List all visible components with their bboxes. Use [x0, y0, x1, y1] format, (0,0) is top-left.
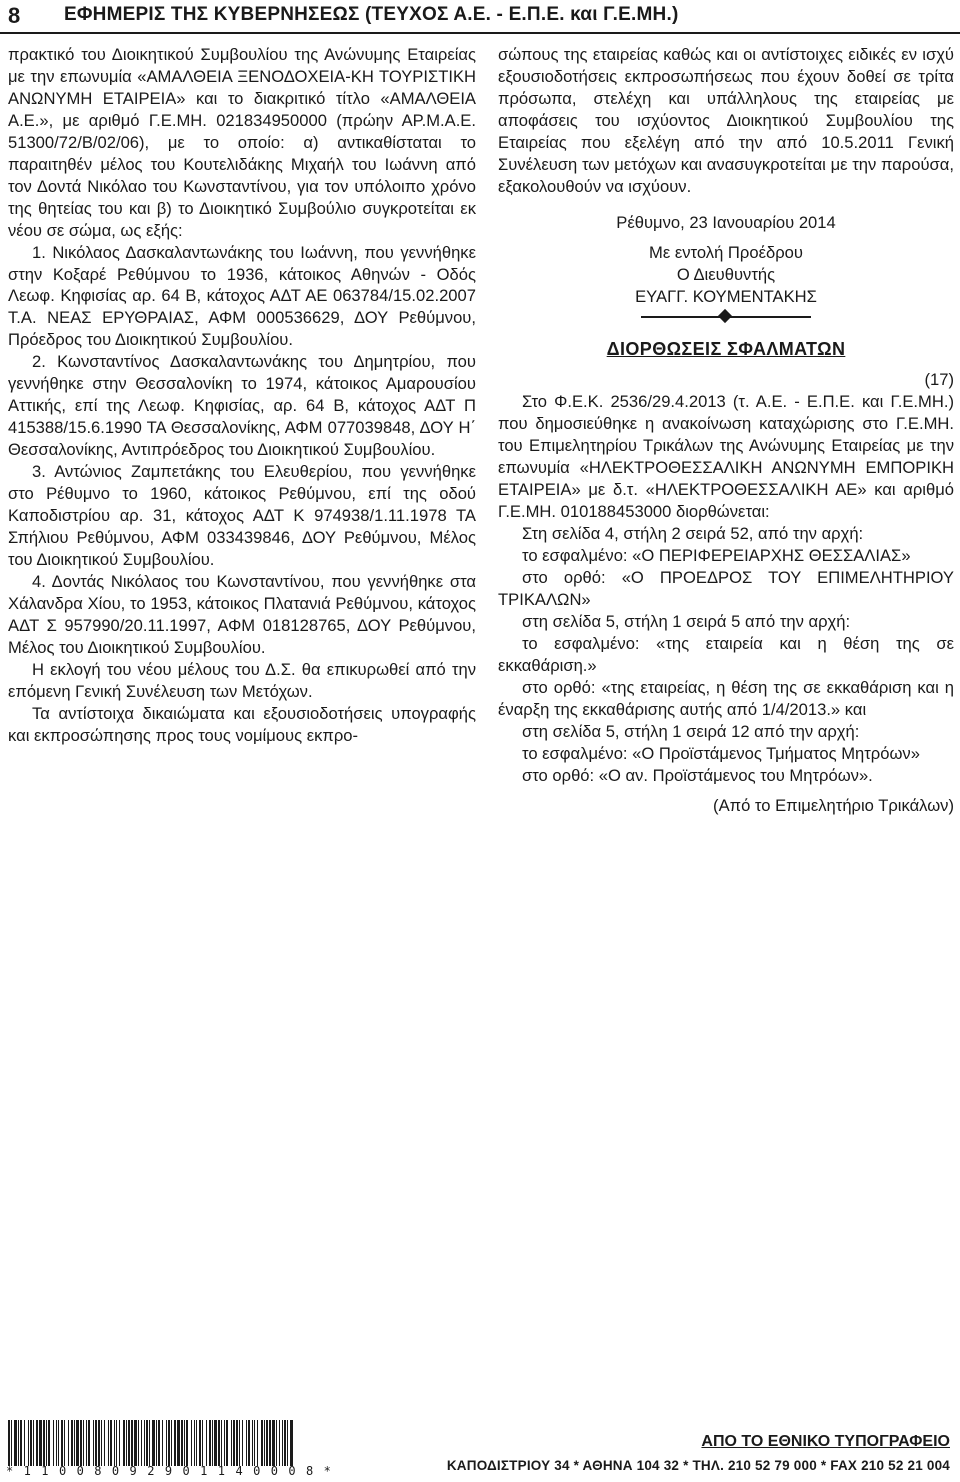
barcode-bar: [144, 1420, 145, 1466]
barcode-bar: [248, 1420, 250, 1466]
barcode-bar: [53, 1420, 54, 1466]
barcode-bar: [272, 1420, 275, 1466]
barcode-bar: [233, 1420, 235, 1466]
section-separator: [641, 309, 811, 325]
barcode-bar: [146, 1420, 148, 1466]
barcode-bar: [184, 1420, 185, 1466]
barcode-bar: [177, 1420, 180, 1466]
barcode-bar: [141, 1420, 142, 1466]
barcode-bar: [246, 1420, 247, 1466]
barcode-bar: [71, 1420, 73, 1466]
barcode-bar: [264, 1420, 265, 1466]
barcode-bar: [114, 1420, 115, 1466]
barcode-bar: [168, 1420, 170, 1466]
page-number: 8: [8, 3, 21, 28]
barcode-bar: [134, 1420, 137, 1466]
barcode-bar: [56, 1420, 57, 1466]
barcode-bar: [110, 1420, 112, 1466]
barcode-bar: [196, 1420, 197, 1466]
header-rule: [0, 32, 960, 34]
barcode-bar: [119, 1420, 120, 1466]
diamond-icon: [718, 309, 732, 323]
barcode-bar: [61, 1420, 63, 1466]
barcode-bar: [123, 1420, 125, 1466]
barcode-bar: [149, 1420, 150, 1466]
barcode-bar: [254, 1420, 255, 1466]
barcode-bar: [199, 1420, 201, 1466]
right-column: [498, 44, 954, 817]
barcode-bar: [104, 1420, 105, 1466]
barcode-bar: [236, 1420, 238, 1466]
board-member-4: 4. Δοντάς Νικόλαος του Κωνσταντίνου, που γεννήθηκε στα Χάλανδρα Χίου, το 1953, κάτοικος Πλατανιά Ρεθύμνου, κάτοχος ΑΔΤ Σ 957990/20.11.1997, ΑΦΜ 018128765, ΔΟΥ Ρεθύμνου, Μέλος του Διοικητικού Συμβουλίου.: [8, 571, 476, 657]
barcode-bar: [64, 1420, 65, 1466]
barcode-bar: [28, 1420, 29, 1466]
barcode-bar: [93, 1420, 94, 1466]
barcode-bar: [8, 1420, 10, 1466]
barcode-bar: [226, 1420, 228, 1466]
board-member-2: 2. Κωνσταντίνος Δασκαλαντωνάκης του Δημητρίου, που γεννήθηκε στην Θεσσαλονίκη το 1974, κάτοικος Αμαρουσίου Αττικής, επί της Λεωφ. Κηφισίας, αρ. 64 Β, κάτοχος ΑΔΤ Π 415388/15.6.1990 ΤΑ Θεσσαλονίκης, ΑΦΜ 077039848, ΔΟΥ Η΄ Θεσσαλονίκης, Αντιπρόεδρος του Διοικητικού Συμβουλίου.: [8, 352, 476, 460]
barcode-bar: [18, 1420, 19, 1466]
board-member-3: 3. Αντώνιος Ζαμπετάκης του Ελευθερίου, που γεννήθηκε στο Ρέθυμνο το 1960, κάτοικος Ρεθύμνου, επί της οδού Καποδιστρίου αρ. 31, κάτοχος ΑΔΤ Κ 974938/1.11.1978 ΤΑ Σπήλιου Ρεθύμνου, ΑΦΜ 033439846, ΔΟΥ Ρεθύμνου, Μέλος του Διοικητικού Συμβουλίου.: [8, 462, 476, 569]
rights-paragraph: Τα αντίστοιχα δικαιώματα και εξουσιοδοτήσεις υπογραφής και εκπροσώπησης προς τους νομίμους εκπρο-: [8, 703, 476, 745]
correction-wrong-2: το εσφαλμένο: «της εταιρεία και η θέση της σε εκκαθάριση.»: [498, 633, 954, 675]
barcode-bar: [152, 1420, 155, 1466]
barcode-bar: [224, 1420, 225, 1466]
correction-source: (Από το Επιμελητήριο Τρικάλων): [713, 795, 954, 815]
correction-right-2: στο ορθό: «της εταιρείας, η θέση της σε εκκαθάριση και η έναρξη της εκκαθάρισης αυτής από 1/4/2013.» και: [498, 677, 954, 719]
printer-address: ΚΑΠΟΔΙΣΤΡΙΟΥ 34 * ΑΘΗΝΑ 104 32 * ΤΗΛ. 210 52 79 000 * FAX 210 52 21 004: [446, 1458, 950, 1473]
barcode-bar: [252, 1420, 253, 1466]
signature-line-2: Ο Διευθυντής: [676, 264, 776, 284]
barcode-bar: [74, 1420, 75, 1466]
barcode-bar: [276, 1420, 277, 1466]
barcode-bar: [68, 1420, 69, 1466]
printer-name: ΑΠΟ ΤΟ ΕΘΝΙΚΟ ΤΥΠΟΓΡΑΦΕΙΟ: [701, 1433, 950, 1450]
barcode-bar: [58, 1420, 59, 1466]
barcode-bar: [128, 1420, 130, 1466]
barcode-bar: [48, 1420, 50, 1466]
barcode-bar: [20, 1420, 22, 1466]
section-title: ΔΙΟΡΘΩΣΕΙΣ ΣΦΑΛΜΑΤΩΝ: [606, 339, 846, 360]
barcode-bar: [80, 1420, 82, 1466]
barcode-bar: [156, 1420, 157, 1466]
correction-right-1: στο ορθό: «Ο ΠΡΟΕΔΡΟΣ ΤΟΥ ΕΠΙΜΕΛΗΤΗΡΙΟΥ ΤΡΙΚΑΛΩΝ»: [498, 568, 954, 609]
barcode-bar: [14, 1420, 17, 1466]
barcode-bar: [46, 1420, 47, 1466]
barcode-bar: [101, 1420, 102, 1466]
barcode-bar: [36, 1420, 38, 1466]
barcode-bar: [212, 1420, 213, 1466]
correction-intro: Στο Φ.Ε.Κ. 2536/29.4.2013 (τ. Α.Ε. - Ε.Π.Ε. και Γ.Ε.ΜΗ.) που δημοσιεύθηκε η ανακοίνωση καταχώρισης στο Γ.Ε.ΜΗ. του Επιμελητηρίου Τρικάλων της Ανώνυμης Εταιρείας με την επωνυμία «ΗΛΕΚΤΡΟΘΕΣΣΑΛΙΚΗ ΑΝΩΝΥΜΗ ΕΜΠΟΡΙΚΗ ΕΤΑΙΡΕΙΑ» με δ.τ. «ΗΛΕΚΤΡΟΘΕΣΣΑΛΙΚΗ ΑΕ» και αριθμό Γ.Ε.ΜΗ. 010188453000 διορθώνεται:: [498, 392, 954, 522]
barcode-bar: [181, 1420, 183, 1466]
barcode-digits: * 1 1 0 0 8 0 9 2 9 0 1 1 4 0 0 0 8 *: [6, 1464, 333, 1478]
barcode-bar: [76, 1420, 79, 1466]
barcode-bar: [11, 1420, 12, 1466]
barcode-bar: [282, 1420, 283, 1466]
barcode-bar: [95, 1420, 97, 1466]
barcode-bar: [39, 1420, 42, 1466]
barcode-bar: [290, 1420, 293, 1466]
barcode-bar: [191, 1420, 192, 1466]
barcode-bar: [202, 1420, 203, 1466]
barcode-bar: [138, 1420, 139, 1466]
barcode-bar: [30, 1420, 32, 1466]
barcode-bar: [158, 1420, 160, 1466]
correction-wrong-1: το εσφαλμένο: «Ο ΠΕΡΙΦΕΡΕΙΑΡΧΗΣ ΘΕΣΣΑΛΙΑΣ»: [522, 546, 911, 566]
place-date: Ρέθυμνο, 23 Ιανουαρίου 2014: [616, 212, 836, 232]
barcode-bar: [287, 1420, 288, 1466]
barcode-bar: [284, 1420, 286, 1466]
barcode-bar: [186, 1420, 188, 1466]
barcode-bar: [231, 1420, 232, 1466]
barcode-bar: [33, 1420, 34, 1466]
barcode-bar: [126, 1420, 127, 1466]
correction-wrong-3: το εσφαλμένο: «Ο Προϊστάμενος Τμήματος Μητρόων»: [522, 743, 920, 763]
barcode-bar: [261, 1420, 263, 1466]
barcode-bar: [83, 1420, 84, 1466]
correction-location-1: Στη σελίδα 4, στήλη 2 σειρά 52, από την αρχή:: [522, 524, 864, 544]
barcode-bar: [214, 1420, 217, 1466]
barcode-bar: [257, 1420, 258, 1466]
barcode-bar: [116, 1420, 117, 1466]
barcode-bar: [171, 1420, 172, 1466]
correction-location-3: στη σελίδα 5, στήλη 1 σειρά 12 από την αρχή:: [522, 721, 860, 741]
correction-right-3: στο ορθό: «Ο αν. Προϊστάμενος του Μητρόων».: [522, 765, 873, 785]
barcode-bar: [206, 1420, 207, 1466]
barcode-bar: [221, 1420, 222, 1466]
barcode-bar: [88, 1420, 90, 1466]
barcode-bar: [209, 1420, 211, 1466]
barcode-bar: [166, 1420, 167, 1466]
barcode-bar: [266, 1420, 268, 1466]
running-title: ΕΦΗΜΕΡΙΣ ΤΗΣ ΚΥΒΕΡΝΗΣΕΩΣ (ΤΕΥΧΟΣ Α.Ε. - Ε.Π.Ε. και Γ.Ε.ΜΗ.): [64, 4, 679, 25]
rights-paragraph-continued: σώπους της εταιρείας καθώς και οι αντίστοιχες ειδικές εν ισχύ εξουσιοδοτήσεις εκπροσωπήσεως που έχουν δοθεί σε τρίτα πρόσωπα, στελέχη και υπάλληλους της εταιρείας με αποφάσεις του ισχύοντος Διοικητικού Συμβουλίου της Εταιρείας που εξελέγη από την από 10.5.2011 Γενική Συνέλευση των μετόχων και ανασυγκροτείται με την παρούσα, εξακολουθούν να ισχύουν.: [498, 45, 954, 196]
signature-line-1: Με εντολή Προέδρου: [649, 242, 803, 262]
barcode-bar: [279, 1420, 280, 1466]
barcode-bar: [194, 1420, 195, 1466]
barcode-bar: [269, 1420, 271, 1466]
signature-name: ΕΥΑΓΓ. ΚΟΥΜΕΝΤΑΚΗΣ: [635, 286, 817, 306]
left-column: [8, 44, 476, 747]
barcode: [6, 1420, 296, 1466]
barcode-bar: [162, 1420, 163, 1466]
barcode-bar: [131, 1420, 133, 1466]
barcode-bar: [86, 1420, 87, 1466]
barcode-bar: [43, 1420, 45, 1466]
barcode-bar: [174, 1420, 176, 1466]
election-note: Η εκλογή του νέου μέλους του Δ.Σ. θα επικυρωθεί από την επόμενη Γενική Συνέλευση των Μετόχων.: [8, 659, 476, 701]
barcode-bar: [98, 1420, 100, 1466]
barcode-bar: [218, 1420, 220, 1466]
barcode-bar: [108, 1420, 109, 1466]
barcode-bar: [242, 1420, 243, 1466]
barcode-bar: [239, 1420, 240, 1466]
page-header: [0, 0, 960, 40]
correction-location-2: στη σελίδα 5, στήλη 1 σειρά 5 από την αρχή:: [522, 611, 851, 631]
minutes-paragraph: πρακτικό του Διοικητικού Συμβουλίου της Ανώνυμης Εταιρείας με την επωνυμία «ΑΜΑΛΘΕΙΑ ΞΕΝΟΔΟΧΕΙΑ-ΚΗ ΤΟΥΡΙΣΤΙΚΗ ΑΝΩΝΥΜΗ ΕΤΑΙΡΕΙΑ» και το διακριτικό τίτλο «ΑΜΑΛΘΕΙΑ Α.Ε.», με αριθμό Γ.Ε.ΜΗ. 021834950000 (πρώην ΑΡ.Μ.Α.Ε. 51300/72/Β/02/06), με το οποίο: α) αντικαθίσταται το παραιτηθέν μέλος του Κουτελιδάκης Μιχαήλ του Ιωάννη από τον Δοντά Νικόλαο του Κωνσταντίνου, για τον υπόλοιπο χρόνο της θητείας του και β) το Διοικητικό Συμβούλιο συγκροτείται εκ νέου σε σώμα, ως εξής:: [8, 45, 476, 240]
note-number: (17): [924, 370, 954, 390]
barcode-bar: [24, 1420, 25, 1466]
board-member-1: 1. Νικόλαος Δασκαλαντωνάκης του Ιωάννη, που γεννήθηκε στην Κοξαρέ Ρεθύμνου το 1936, κάτοικος Αθηνών - Οδός Λεωφ. Κηφισίας αρ. 64 Β, κάτοχος ΑΔΤ ΑΕ 063784/15.02.2007 Τ.Α. ΝΕΑΣ ΕΡΥΘΡΑΙΑΣ, ΑΦΜ 000536629, ΔΟΥ Ρεθύμνου, Πρόεδρος του Διοικητικού Συμβουλίου.: [8, 242, 476, 350]
